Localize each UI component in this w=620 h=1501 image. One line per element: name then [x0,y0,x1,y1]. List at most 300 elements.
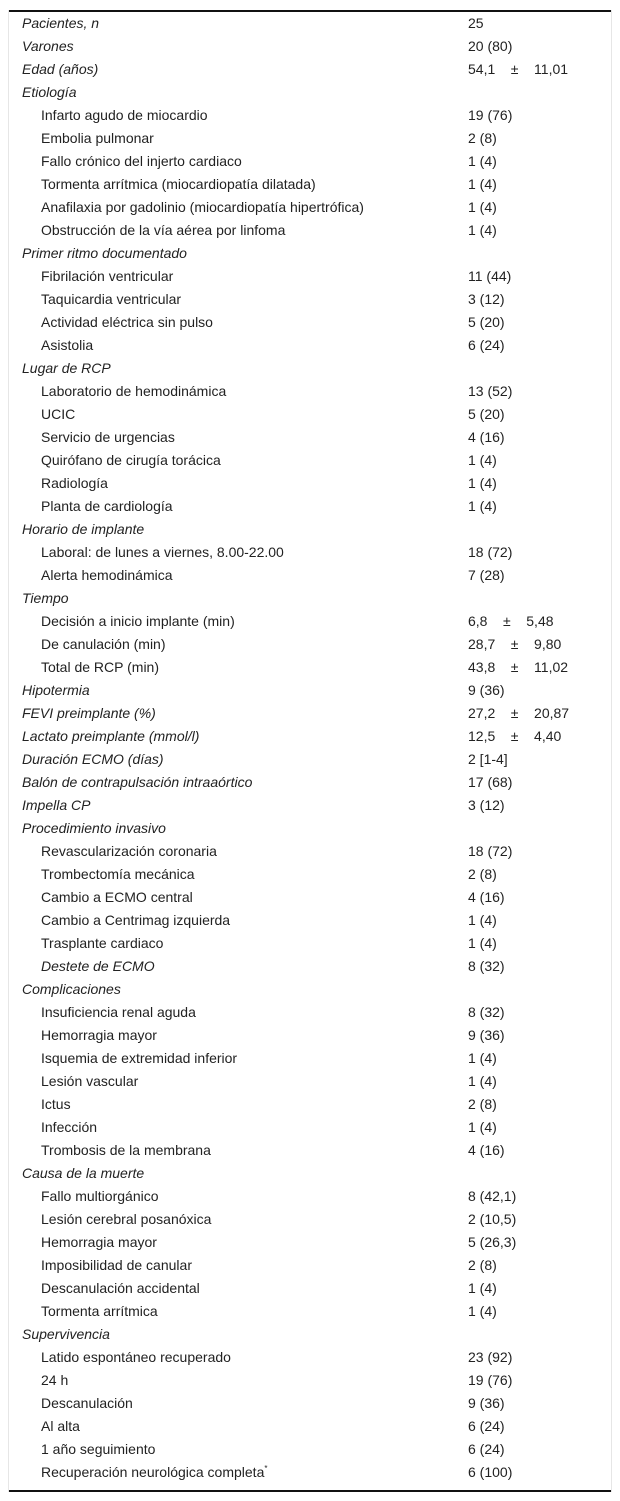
table-row [9,886,611,909]
row-value-cell [468,1116,611,1139]
row-label: Descanulación [41,1395,133,1411]
row-label: Radiología [41,475,108,491]
row-value-cell [468,541,611,564]
row-value-cell [468,1231,611,1254]
table-row [9,1231,611,1254]
table-row [9,1093,611,1116]
row-label: FEVI preimplante (%) [22,705,156,721]
row-value-cell [468,1001,611,1024]
row-label: Trombectomía mecánica [41,866,195,882]
table-body [9,12,611,1484]
table-row [9,127,611,150]
table-section-row [9,702,611,725]
row-value-cell [468,932,611,955]
row-label-cell [9,978,468,1001]
table-row [9,311,611,334]
row-value-cell [468,909,611,932]
row-value: 20 (80) [468,38,513,54]
table-row [9,1438,611,1461]
row-value-cell [468,656,611,679]
row-label-cell [9,794,468,817]
table-row [9,863,611,886]
row-value-cell [468,380,611,403]
row-label: Servicio de urgencias [41,429,175,445]
row-value-cell [468,426,611,449]
row-value-cell [468,610,611,633]
row-label-cell [9,380,468,403]
row-label: Procedimiento invasivo [22,820,166,836]
table-row [9,1254,611,1277]
row-label-cell [9,58,468,81]
row-value-cell [468,978,611,1001]
row-label: De canulación (min) [41,636,166,652]
row-value: 2 (10,5) [468,1211,517,1227]
row-value-cell [468,357,611,380]
row-label: Trombosis de la membrana [41,1142,211,1158]
row-label-cell [9,127,468,150]
row-label: Infarto agudo de miocardio [41,107,208,123]
row-label-cell [9,633,468,656]
row-label-cell [9,817,468,840]
row-value: 1 (4) [468,1303,497,1319]
table-row [9,196,611,219]
table-section-row [9,679,611,702]
row-value: 27,2 ± 20,87 [468,705,570,721]
table-bottom-rule [9,1484,611,1492]
table-row [9,265,611,288]
row-value-cell [468,1208,611,1231]
row-label: Fallo multiorgánico [41,1188,159,1204]
table-row [9,1185,611,1208]
row-value-cell [468,1461,611,1484]
row-value-cell [468,495,611,518]
row-label: Descanulación accidental [41,1280,200,1296]
characteristics-table [9,12,611,1484]
row-label: Cambio a ECMO central [41,889,193,905]
row-value-cell [468,1300,611,1323]
row-label-cell [9,1093,468,1116]
row-label-cell [9,748,468,771]
table-row [9,495,611,518]
row-label-cell [9,886,468,909]
row-label: Actividad eléctrica sin pulso [41,314,213,330]
row-value: 3 (12) [468,291,505,307]
row-label: Primer ritmo documentado [22,245,187,261]
row-label: Alerta hemodinámica [41,567,173,583]
row-label-cell [9,334,468,357]
row-label-cell [9,1024,468,1047]
row-value: 5 (20) [468,314,505,330]
row-label-cell [9,564,468,587]
row-value-cell [468,679,611,702]
table-row [9,1024,611,1047]
table-section-row [9,58,611,81]
table-row [9,1346,611,1369]
row-label: Insuficiencia renal aguda [41,1004,196,1020]
row-label: Ictus [41,1096,71,1112]
row-label: Al alta [41,1418,80,1434]
row-label: Fibrilación ventricular [41,268,174,284]
row-value-cell [468,587,611,610]
row-value: 19 (76) [468,1372,513,1388]
table-section-row [9,357,611,380]
row-label-cell [9,1369,468,1392]
table-section-row [9,1323,611,1346]
row-label: Hipotermia [22,682,90,698]
row-value-cell [468,1323,611,1346]
table-section-row [9,518,611,541]
table-row [9,1070,611,1093]
row-label-cell [9,1277,468,1300]
table-row [9,1300,611,1323]
row-label-cell [9,495,468,518]
row-label-cell [9,610,468,633]
row-label-cell [9,955,468,978]
row-label-cell [9,1116,468,1139]
row-label: 1 año seguimiento [41,1441,156,1457]
row-value-cell [468,794,611,817]
table-row [9,656,611,679]
row-label: Supervivencia [22,1326,110,1342]
row-label: Causa de la muerte [22,1165,145,1181]
row-value-cell [468,1415,611,1438]
row-label: Embolia pulmonar [41,130,154,146]
row-label-cell [9,1231,468,1254]
row-value: 9 (36) [468,1395,505,1411]
row-label-cell [9,1047,468,1070]
row-value-cell [468,748,611,771]
row-value-cell [468,817,611,840]
row-label-cell [9,541,468,564]
row-label: UCIC [41,406,76,422]
row-value: 8 (42,1) [468,1188,517,1204]
row-label-cell [9,1208,468,1231]
row-value: 5 (26,3) [468,1234,517,1250]
row-label-cell [9,771,468,794]
row-label: Destete de ECMO [41,958,155,974]
table-row [9,1415,611,1438]
row-label: Anafilaxia por gadolinio (miocardiopatía hipertrófica) [41,199,364,215]
row-value: 28,7 ± 9,80 [468,636,562,652]
row-value-cell [468,35,611,58]
table-row [9,955,611,978]
row-label: Lesión vascular [41,1073,139,1089]
row-value: 4 (16) [468,1142,505,1158]
row-label-cell [9,426,468,449]
row-label: Horario de implante [22,521,145,537]
row-value: 6 (24) [468,1418,505,1434]
row-value-cell [468,403,611,426]
row-value-cell [468,1254,611,1277]
table-section-row [9,12,611,35]
row-value: 6 (100) [468,1464,513,1480]
table-section-row [9,978,611,1001]
row-value-cell [468,1392,611,1415]
row-value: 9 (36) [468,682,505,698]
table-row [9,1139,611,1162]
row-value-cell [468,104,611,127]
table-section-row [9,725,611,748]
row-value: 9 (36) [468,1027,505,1043]
row-label: Varones [22,38,74,54]
row-value: 1 (4) [468,475,497,491]
row-label: 24 h [41,1372,69,1388]
row-label: Duración ECMO (días) [22,751,164,767]
row-label-cell [9,357,468,380]
row-value-cell [468,58,611,81]
row-value: 1 (4) [468,176,497,192]
row-value-cell [468,1346,611,1369]
row-label: Quirófano de cirugía torácica [41,452,221,468]
row-label-cell [9,242,468,265]
row-value: 1 (4) [468,1280,497,1296]
row-label: Tormenta arrítmica [41,1303,158,1319]
row-value-cell [468,1070,611,1093]
row-label-cell [9,1070,468,1093]
row-value: 1 (4) [468,1119,497,1135]
row-label-cell [9,679,468,702]
row-label-cell [9,219,468,242]
row-value: 1 (4) [468,222,497,238]
row-label-cell [9,1461,468,1484]
row-value-cell [468,1093,611,1116]
row-label-cell [9,1139,468,1162]
table-section-row [9,1162,611,1185]
table-row [9,1001,611,1024]
row-value-cell [468,1047,611,1070]
row-label: Laboratorio de hemodinámica [41,383,227,399]
row-value-cell [468,127,611,150]
row-label-cell [9,81,468,104]
row-label: Obstrucción de la vía aérea por linfoma [41,222,286,238]
data-table [8,10,612,1492]
row-label-cell [9,311,468,334]
table-row [9,1277,611,1300]
row-value: 1 (4) [468,1073,497,1089]
table-row [9,472,611,495]
row-value: 25 [468,15,484,31]
row-value: 54,1 ± 11,01 [468,61,569,77]
row-label-cell [9,840,468,863]
row-label: Isquemia de extremidad inferior [41,1050,238,1066]
table-row [9,610,611,633]
row-label: Asistolia [41,337,94,353]
table-section-row [9,587,611,610]
row-value: 2 (8) [468,130,497,146]
row-value: 1 (4) [468,498,497,514]
row-value: 2 [1-4] [468,751,508,767]
table-row [9,1047,611,1070]
row-value-cell [468,702,611,725]
row-value-cell [468,886,611,909]
row-value-cell [468,955,611,978]
row-value-cell [468,771,611,794]
row-value: 1 (4) [468,935,497,951]
row-value: 1 (4) [468,153,497,169]
row-label-cell [9,104,468,127]
row-label-cell [9,288,468,311]
row-label: Trasplante cardiaco [41,935,164,951]
row-value-cell [468,1185,611,1208]
row-value-cell [468,518,611,541]
row-value: 18 (72) [468,843,513,859]
row-value: 8 (32) [468,1004,505,1020]
row-label: Hemorragia mayor [41,1234,157,1250]
row-label: Infección [41,1119,98,1135]
table-row [9,1369,611,1392]
row-value: 18 (72) [468,544,513,560]
row-value: 5 (20) [468,406,505,422]
row-value: 13 (52) [468,383,513,399]
table-row [9,564,611,587]
row-value-cell [468,150,611,173]
row-label: Planta de cardiología [41,498,173,514]
row-label-cell [9,196,468,219]
row-value: 1 (4) [468,1050,497,1066]
row-label: Fallo crónico del injerto cardiaco [41,153,242,169]
row-label: Tormenta arrítmica (miocardiopatía dilatada) [41,176,316,192]
row-label-cell [9,518,468,541]
row-value: 17 (68) [468,774,513,790]
table-row [9,104,611,127]
row-label-cell [9,587,468,610]
row-label-cell [9,472,468,495]
row-value-cell [468,564,611,587]
table-section-row [9,35,611,58]
row-value-cell [468,863,611,886]
row-value-cell [468,1438,611,1461]
row-value-cell [468,334,611,357]
row-value-cell [468,311,611,334]
row-label-cell [9,932,468,955]
row-value-cell [468,265,611,288]
row-label-cell [9,1254,468,1277]
row-value: 19 (76) [468,107,513,123]
row-value: 1 (4) [468,452,497,468]
row-label: Revascularización coronaria [41,843,217,859]
row-value-cell [468,81,611,104]
table-section-row [9,81,611,104]
row-value-cell [468,840,611,863]
row-value: 6 (24) [468,337,505,353]
row-value-cell [468,1139,611,1162]
table-row [9,541,611,564]
row-label-cell [9,403,468,426]
table-row [9,932,611,955]
row-label-cell [9,1001,468,1024]
table-section-row [9,242,611,265]
row-value: 2 (8) [468,1096,497,1112]
row-label-cell [9,863,468,886]
table-row [9,426,611,449]
row-label: Lesión cerebral posanóxica [41,1211,212,1227]
row-value: 11 (44) [468,268,512,284]
row-value: 8 (32) [468,958,505,974]
table-section-row [9,817,611,840]
row-value: 3 (12) [468,797,505,813]
row-label-cell [9,1346,468,1369]
row-label: Impella CP [22,797,91,813]
row-value-cell [468,633,611,656]
row-label: Edad (años) [22,61,99,77]
row-value-cell [468,196,611,219]
row-value-cell [468,219,611,242]
table-row [9,288,611,311]
table-row [9,403,611,426]
table-row [9,1116,611,1139]
row-label: Etiología [22,84,77,100]
row-label-cell [9,1300,468,1323]
row-label: Lactato preimplante (mmol/l) [22,728,200,744]
row-value: 12,5 ± 4,40 [468,728,562,744]
row-value: 4 (16) [468,429,505,445]
table-row [9,1461,611,1484]
row-value-cell [468,288,611,311]
row-value-cell [468,242,611,265]
row-value-cell [468,725,611,748]
table-section-row [9,794,611,817]
footnote-mark: * [264,1464,268,1473]
row-value-cell [468,449,611,472]
row-label: Balón de contrapulsación intraaórtico [22,774,253,790]
row-label: Taquicardia ventricular [41,291,182,307]
row-label: Cambio a Centrimag izquierda [41,912,231,928]
row-label: Recuperación neurológica completa [41,1464,265,1480]
row-value: 7 (28) [468,567,505,583]
row-label: Lugar de RCP [22,360,111,376]
row-label: Hemorragia mayor [41,1027,157,1043]
row-value: 1 (4) [468,199,497,215]
table-row [9,380,611,403]
row-value-cell [468,1369,611,1392]
row-value: 6 (24) [468,1441,505,1457]
row-value-cell [468,1024,611,1047]
row-value: 2 (8) [468,1257,497,1273]
table-row [9,219,611,242]
row-label: Imposibilidad de canular [41,1257,192,1273]
table-row [9,840,611,863]
row-label-cell [9,265,468,288]
row-value: 1 (4) [468,912,497,928]
row-label: Tiempo [22,590,69,606]
row-label: Decisión a inicio implante (min) [41,613,235,629]
row-label-cell [9,1438,468,1461]
row-label-cell [9,173,468,196]
row-label: Latido espontáneo recuperado [41,1349,231,1365]
table-row [9,150,611,173]
table-row [9,1392,611,1415]
row-value-cell [468,472,611,495]
row-label-cell [9,1323,468,1346]
row-value: 23 (92) [468,1349,513,1365]
row-label-cell [9,1162,468,1185]
row-value-cell [468,12,611,35]
row-label: Laboral: de lunes a viernes, 8.00-22.00 [41,544,284,560]
row-value-cell [468,1162,611,1185]
table-section-row [9,771,611,794]
table-row [9,909,611,932]
row-value: 2 (8) [468,866,497,882]
row-value-cell [468,1277,611,1300]
row-label-cell [9,702,468,725]
row-label-cell [9,725,468,748]
row-label-cell [9,1185,468,1208]
table-row [9,173,611,196]
row-label-cell [9,150,468,173]
row-label-cell [9,1415,468,1438]
row-label: Total de RCP (min) [41,659,160,675]
row-label: Complicaciones [22,981,121,997]
